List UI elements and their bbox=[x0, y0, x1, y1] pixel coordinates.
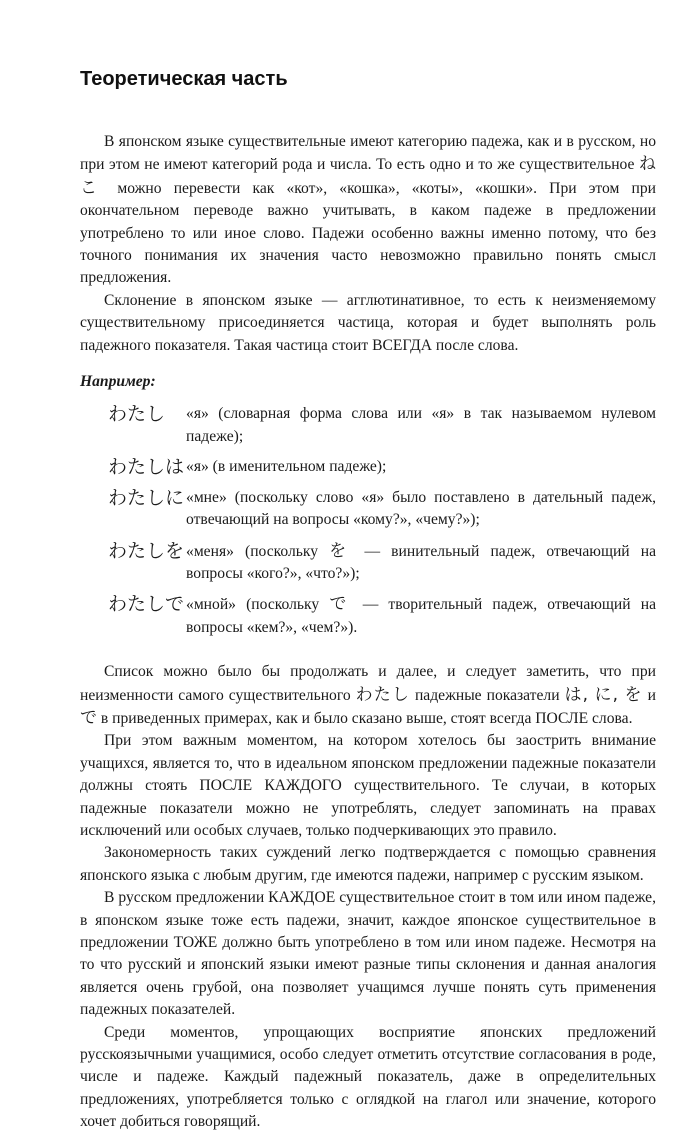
text: Список можно было бы продолжать и далее, и следует заметить, что при неизменности самого существительного bbox=[80, 663, 656, 704]
japanese-particles: は, に, を bbox=[564, 684, 643, 705]
text: падежные показатели bbox=[409, 686, 565, 704]
example-description: «я» (в именительном падеже); bbox=[186, 458, 387, 476]
example-description bbox=[186, 532, 656, 586]
text: и bbox=[642, 686, 657, 704]
example-term: わたしを bbox=[108, 539, 185, 562]
example-term: わたしは bbox=[108, 456, 185, 479]
example-term: わたしで bbox=[108, 593, 185, 616]
text: — винительный падеж, отвечающий на вопросы «кого?», «что?»); bbox=[186, 542, 657, 582]
japanese-word: ねこ bbox=[80, 154, 656, 198]
paragraph: При этом важным моментом, на котором хотелось бы заострить внимание учащихся, является то, что в идеальном японском предложении падежные показатели должны стоять ПОСЛЕ КАЖДОГО существительного. Те случаи, в которых падежные показатели можно не употреблять, следует запоминать на правах исключений или особых случаев, только подчеркивающих это правило. bbox=[80, 732, 656, 839]
example-description: «я» (словарная форма слова или «я» в так называемом нулевом падеже); bbox=[186, 405, 656, 445]
text: «мной» (поскольку bbox=[186, 596, 330, 614]
text: В японском языке существительные имеют категорию падежа, как и в русском, но при этом не имеют категорий рода и числа. То есть одно и то же существительное bbox=[80, 133, 656, 174]
paragraph bbox=[80, 131, 656, 290]
text: в приведенных примерах, как и было сказано выше, стоят всегда ПОСЛЕ слова. bbox=[97, 709, 633, 727]
section-title: Теоретическая часть bbox=[80, 68, 288, 90]
example-term: わたし bbox=[108, 403, 166, 426]
text: можно перевести как «кот», «кошка», «коты», «кошки». При этом при окончательном переводе важно учитывать, в каком падеже в предложении употреблено то или иное слово. Падежи особенно важны именно потому, что без точного понимания их значения часто невозможно правильно понять смысл предложения. bbox=[80, 179, 657, 287]
particle: を bbox=[329, 540, 354, 561]
example-heading: Например: bbox=[80, 373, 156, 391]
japanese-particle: で bbox=[80, 707, 97, 728]
example-description bbox=[186, 585, 656, 639]
example-list bbox=[108, 395, 656, 639]
paragraph: Закономерность таких суждений легко подтверждается с помощью сравнения японского языка с любым другим, где имеются падежи, например с русским языком. bbox=[80, 844, 656, 884]
paragraph bbox=[80, 661, 656, 730]
paragraph: Среди моментов, упрощающих восприятие японских предложений русскоязычными учащимися, особо следует отметить отсутствие согласования в роде, числе и падеже. Каждый падежный показатель, даже в определительных предложениях, употребляется только с оглядкой на глагол или значение, которого хочет добиться говорящий. bbox=[80, 1023, 656, 1131]
text: — творительный падеж, отвечающий на вопросы «кем?», «чем?»). bbox=[186, 596, 657, 636]
particle: で bbox=[329, 594, 353, 615]
paragraph: Склонение в японском языке — агглютинативное, то есть к неизменяемому существительному присоединяется частица, которая и будет выполнять роль падежного показателя. Такая частица стоит ВСЕГДА после слова. bbox=[80, 291, 656, 354]
example-term: わたしに bbox=[108, 486, 185, 509]
example-description: «мне» (поскольку слово «я» было поставлено в дательный падеж, отвечающий на вопросы «кому?», «чему?»); bbox=[186, 488, 656, 529]
text: «меня» (поскольку bbox=[186, 542, 330, 560]
body-text bbox=[80, 131, 656, 1134]
paragraph: В русском предложении КАЖДОЕ существительное стоит в том или ином падеже, в японском языке тоже есть падежи, значит, каждое японское существительное в предложении ТОЖЕ должно быть употреблено в том или ином падеже. Несмотря на то что русский и японский языки имеют разные типы склонения и данная аналогия является очень грубой, она позволяет учащимся лучше понять суть применения падежных показателей. bbox=[80, 889, 656, 1019]
japanese-word: わたし bbox=[355, 684, 410, 705]
